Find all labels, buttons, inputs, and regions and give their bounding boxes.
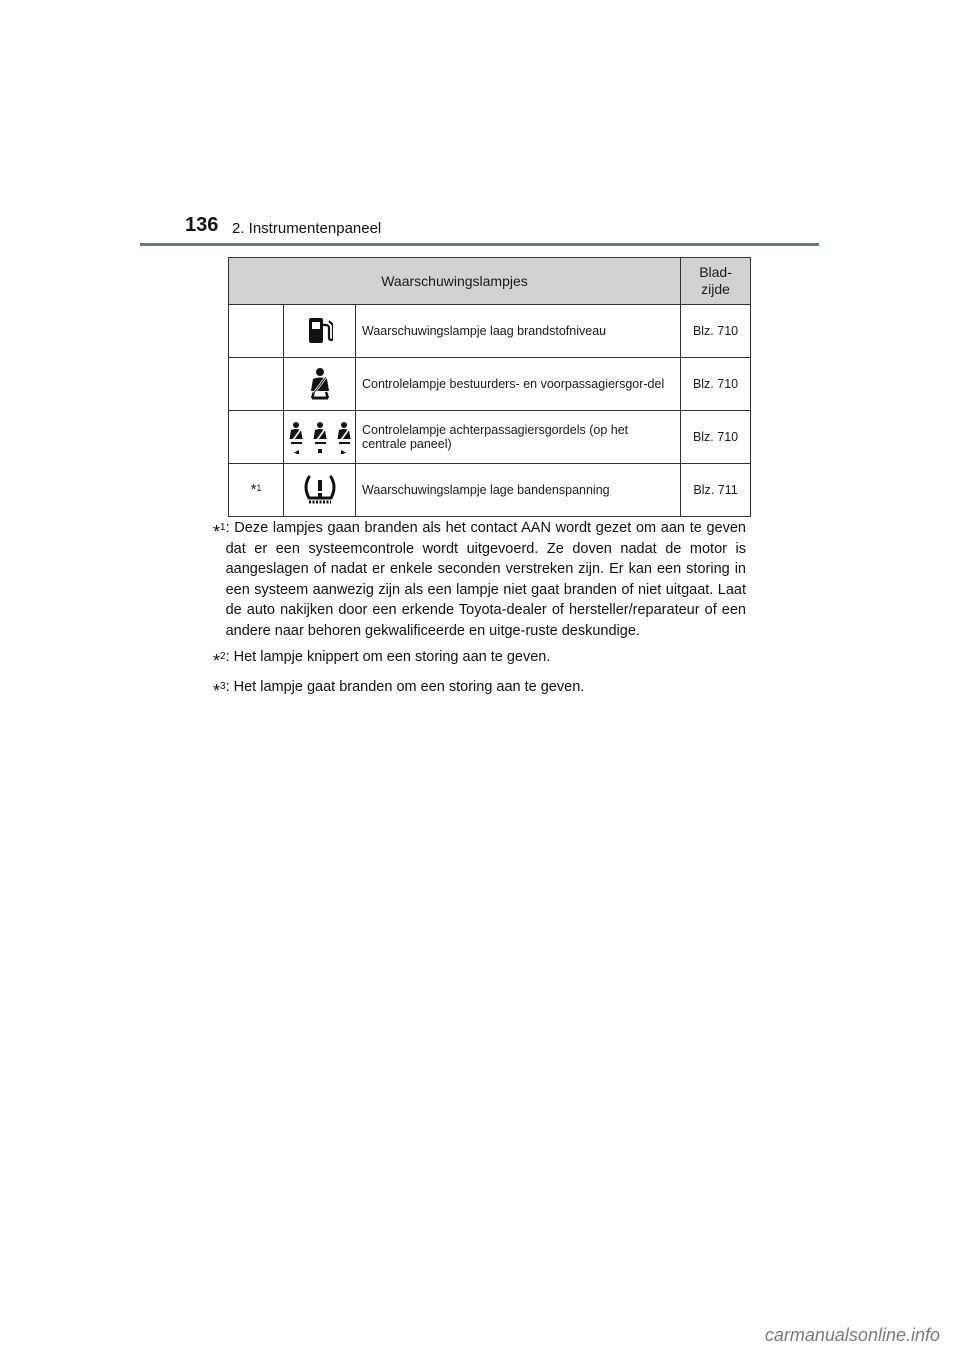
footnote-marker: *$^1$ — [213, 521, 226, 542]
footnote-marker: *$^3$ — [213, 681, 226, 702]
table-row — [229, 411, 751, 464]
row-page-ref: Blz. 710 — [681, 358, 751, 411]
footnote-marker: *$^2$ — [213, 650, 226, 671]
seatbelt-icon — [305, 367, 335, 401]
row-note — [229, 305, 284, 358]
tire-pressure-icon — [300, 474, 340, 506]
watermark: carmanualsonline.info — [764, 1325, 940, 1345]
row-note — [229, 464, 284, 517]
row-page-ref: Blz. 710 — [681, 411, 751, 464]
icon-cell — [284, 411, 356, 464]
icon-cell — [284, 305, 356, 358]
row-page-ref: Blz. 710 — [681, 305, 751, 358]
row-description: Controlelampje bestuurders- en voorpassagiersgor-del — [356, 358, 681, 411]
footnote — [213, 647, 746, 671]
rear-seatbelts-icon — [286, 420, 354, 454]
table-row — [229, 464, 751, 517]
footnote — [213, 518, 746, 641]
row-description: Controlelampje achterpassagiersgordels (op het centrale paneel) — [356, 411, 681, 464]
fuel-pump-icon — [307, 316, 333, 346]
icon-cell — [284, 358, 356, 411]
row-page-ref: Blz. 711 — [681, 464, 751, 517]
section-title: 2. Instrumentenpaneel — [232, 220, 382, 237]
icon-cell — [284, 464, 356, 517]
header-rule — [140, 243, 819, 246]
row-note — [229, 358, 284, 411]
row-description: Waarschuwingslampje lage bandenspanning — [356, 464, 681, 517]
page-number: 136 — [185, 214, 219, 236]
table-row — [229, 358, 751, 411]
column-header-lamps: Waarschuwingslampjes — [229, 258, 681, 305]
warning-lamps-table — [228, 257, 751, 517]
table-header-row — [229, 258, 751, 305]
column-header-page: Blad- zijde — [681, 258, 751, 305]
row-description: Waarschuwingslampje laag brandstofniveau — [356, 305, 681, 358]
footnote-text: : Het lampje gaat branden om een storing aan te geven. — [225, 679, 585, 696]
footnotes — [213, 518, 746, 708]
asterisk: * — [250, 481, 257, 498]
footnote — [213, 677, 746, 701]
footnote-text: : Het lampje knippert om een storing aan te geven. — [225, 649, 551, 665]
row-note-number: 1 — [256, 483, 262, 493]
footnote-text: : Deze lampjes gaan branden als het contact AAN wordt gezet om aan te geven dat er een systeemcontrole wordt uitgevoerd. Ze doven nadat de motor is aangeslagen of nadat er enkele seconden verstreken zijn. Er kan een storing in een systeem aanwezig zijn als een lampje niet gaat branden of niet uitgaat. Laat de auto nakijken door een erkende Toyota-dealer of hersteller/reparateur of een andere naar behoren gekwalificeerde en uitge-ruste deskundige. — [225, 520, 746, 639]
table-row — [229, 305, 751, 358]
row-note — [229, 411, 284, 464]
